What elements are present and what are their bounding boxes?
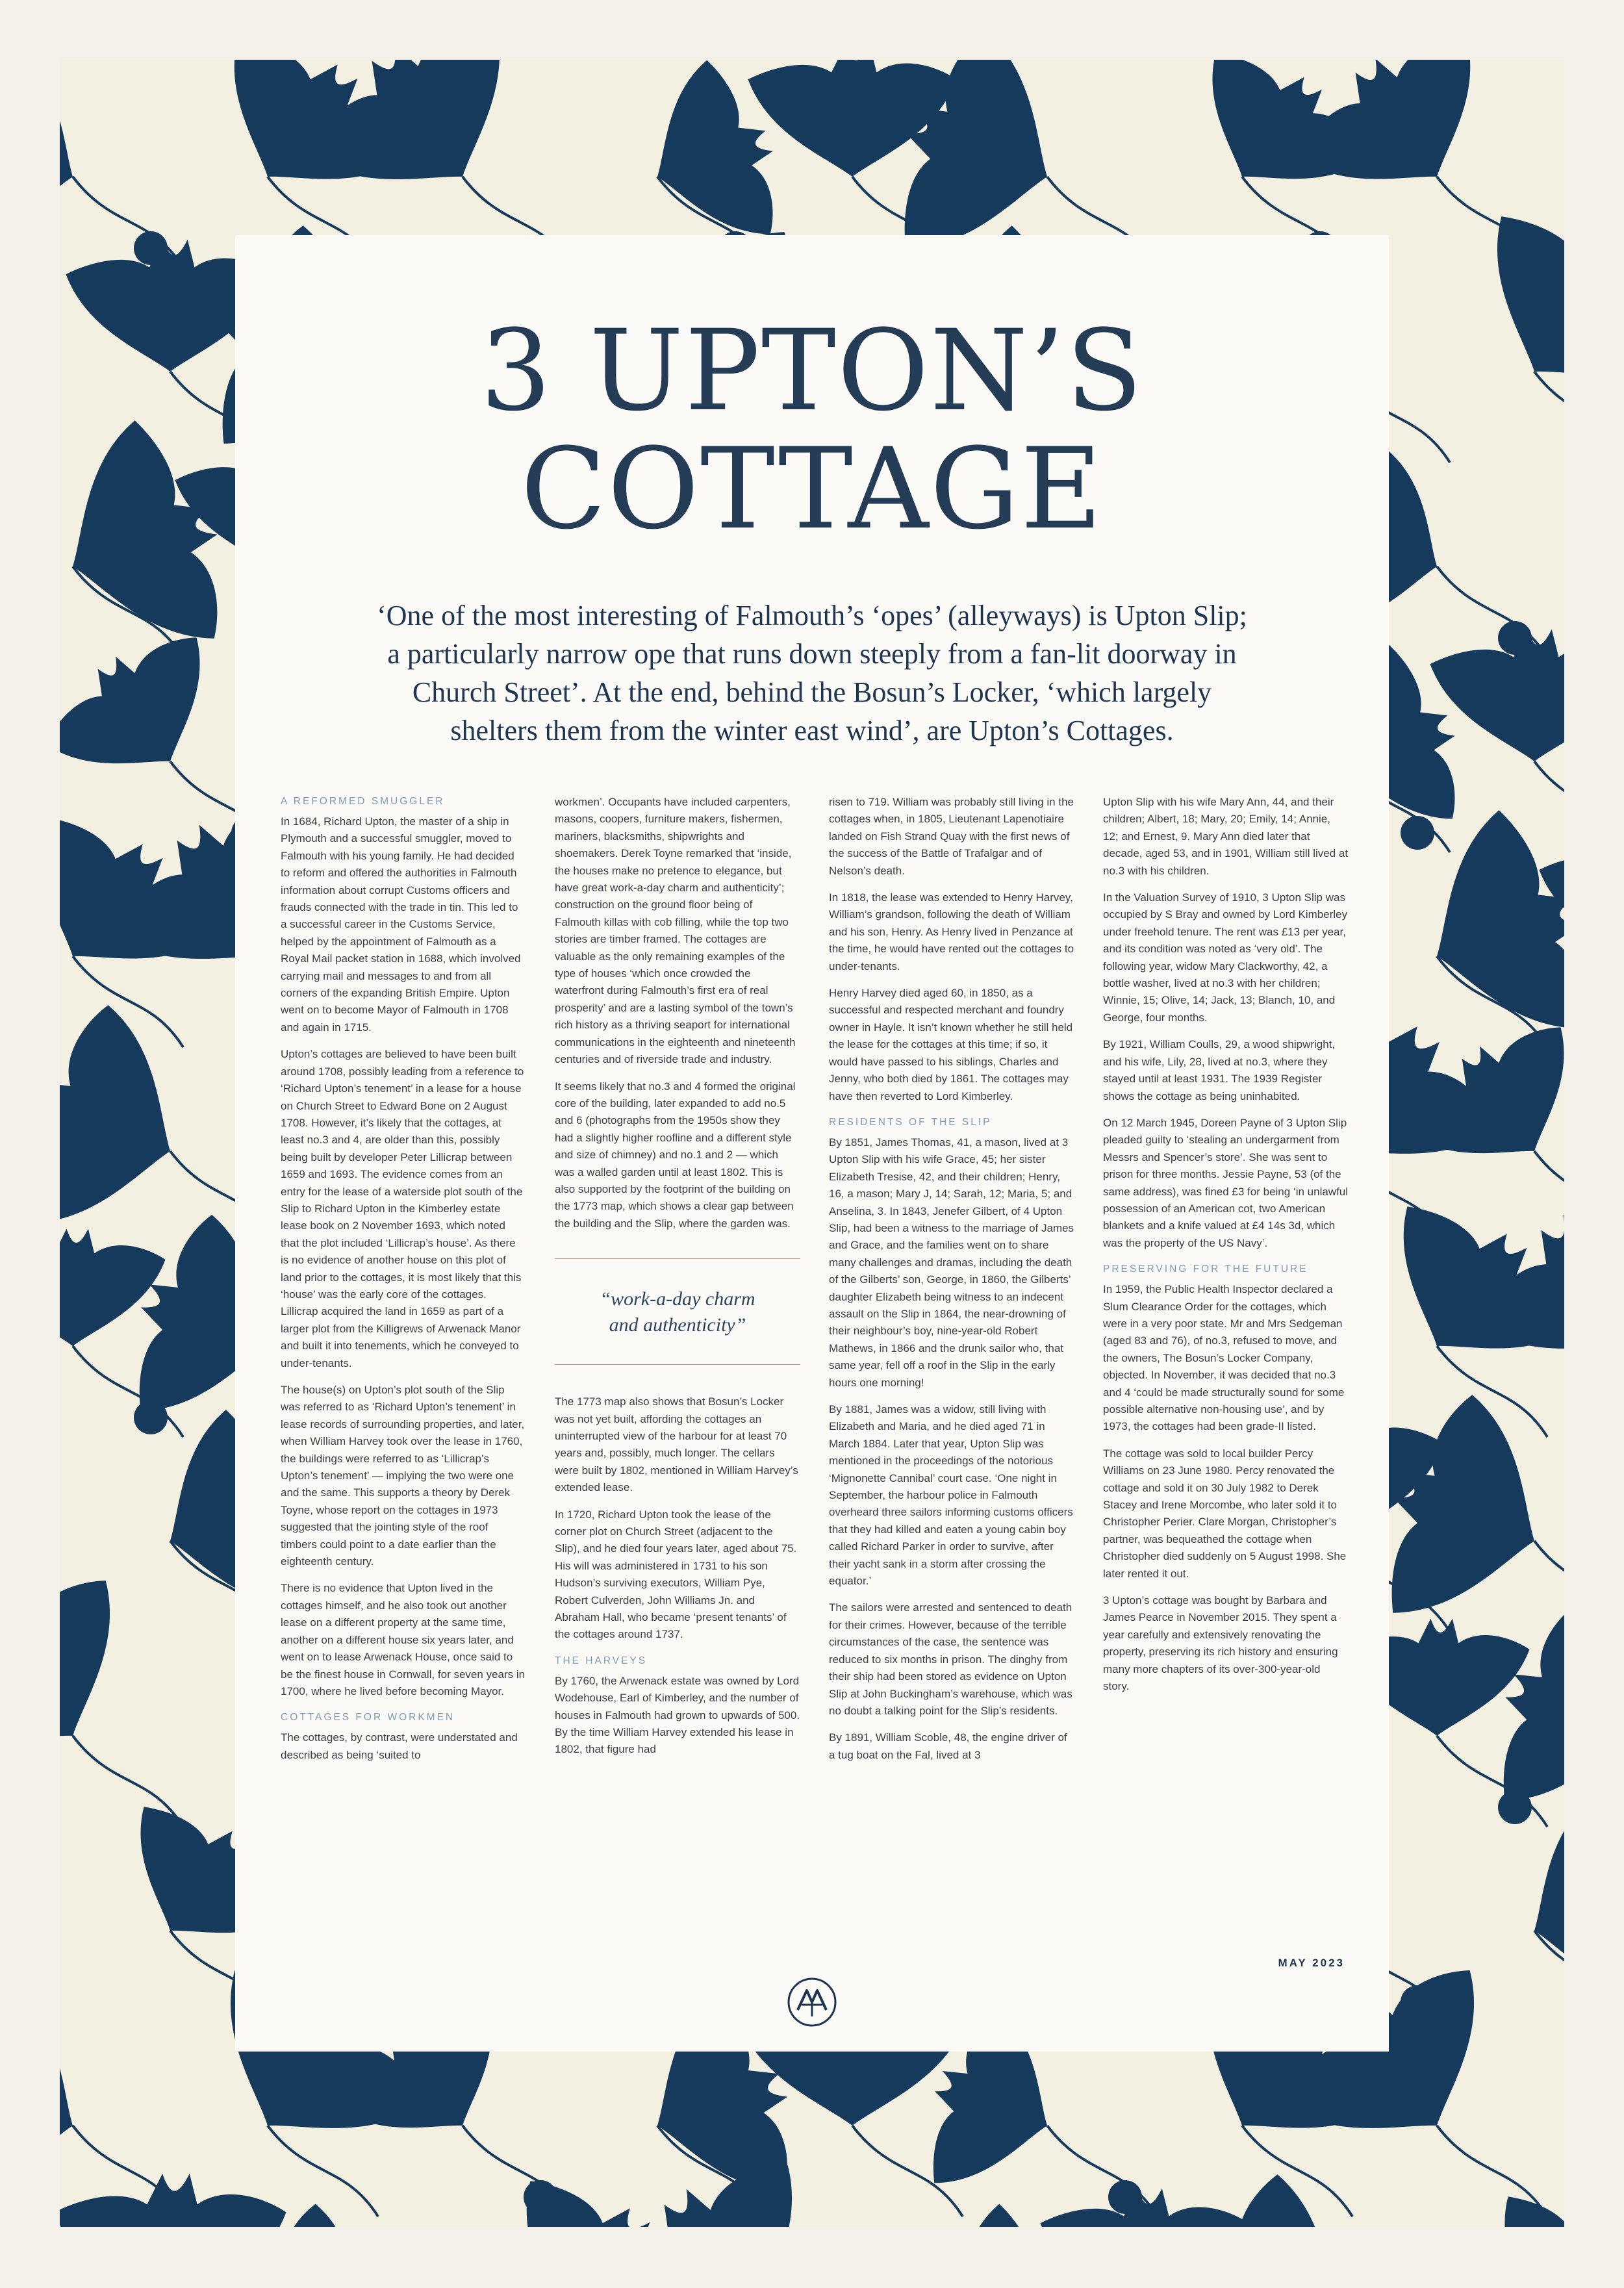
leaf-stem	[1534, 1151, 1564, 1242]
body-paragraph: The cottage was sold to local builder Percy Williams on 23 June 1980. Percy renovated the cottage and sold it on 30 July 1982 to Derek Stacey and Irene Morcombe, who later sold it to Christopher Perier. Clare Morgan, Christopher’s partner, was bequeathed the cottage when Christopher died suddenly on 5 August 1998. She later rented it out.	[1103, 1447, 1347, 1580]
pull-quote-line: and authenticity”	[609, 1314, 746, 1336]
text-column-2	[555, 794, 800, 1768]
circular-monogram-icon	[786, 1976, 838, 2028]
ginkgo-leaf	[1547, 398, 1564, 626]
ginkgo-leaf	[1472, 1593, 1564, 1834]
body-paragraph: The 1773 map also shows that Bosun’s Locker was not yet built, affording the cottages an uninterrupted view of the harbour for at least 70 years and, possibly, much longer. The cellars were built by 1802, mentioned in William Harvey’s extended lease.	[555, 1395, 798, 1494]
body-paragraph: By 1881, James was a widow, still living with Elizabeth and Maria, and he died aged 71 in March 1884. Later that year, Upton Slip was mentioned in the proceedings of the notorious ‘Mignonette Cannibal’ court case. ‘One night in September, the harbour police in Falmouth overheard three sailors informing customs officers that they had killed and eaten a young cabin boy called Richard Parker in order to survive, after their yacht sank in a storm after crossing the equator.’	[829, 1403, 1073, 1588]
leaf-stem	[1534, 761, 1564, 852]
body-paragraph: Upton’s cottages are believed to have been built around 1708, possibly leading from a reference to ‘Richard Upton’s tenement’ in a lease for a house on Church Street to Edward Bone on 2 August 1708. However, it’s likely that the cottages, at least no.3 and 4, are older than this, possibly being built by developer Peter Lillicrap between 1659 and 1693. The evidence comes from an entry for the lease of a waterside plot south of the Slip to Richard Upton in the Kimberley estate lease book on 2 November 1693, which noted that the plot included ‘Lillicrap’s house’. As there is no evidence of another house on this plot of land prior to the cottages, it is most likely that this ‘house’ was the early core of the cottages. Lillicrap acquired the land in 1659 as part of a larger plot from the Killigrews of Arwenack Manor and built it into tenements, which he conveyed to under-tenants.	[281, 1048, 524, 1369]
ginkgo-leaf	[60, 60, 105, 264]
section-heading: THE HARVEYS	[555, 1655, 648, 1666]
body-paragraph: On 12 March 1945, Doreen Payne of 3 Upton Slip pleaded guilty to ‘stealing an undergarment from Messrs and Spencer’s store’. She was sent to prison for three months. Jessie Payne, 53 (of the same address), was fined £3 for being ‘in unlawful possession of an American cot, two American blankets and a knife valued at £4 14s 3d, which was the property of the US Navy’.	[1103, 1116, 1349, 1249]
body-paragraph: In 1684, Richard Upton, the master of a ship in Plymouth and a successful smuggler, moved to Falmouth with his young family. He had decided to reform and offered the authorities in Falmouth information about corrupt Customs officers and frauds connected with the trade in tin. This led to a successful career in the Customs Service, helped by the appointment of Falmouth as a Royal Mail packet station in 1688, which involved carrying mail and messages to and from all corners of the expanding British Empire. Upton went on to become Mayor of Falmouth in 1708 and again in 1715.	[281, 815, 521, 1034]
berry-dot	[1401, 816, 1434, 850]
ginkgo-leaf	[1041, 2189, 1249, 2227]
ginkgo-leaf	[1276, 60, 1523, 236]
content-panel	[235, 235, 1389, 2052]
body-paragraph: The cottages, by contrast, were understated and described as being ‘suited to	[281, 1731, 518, 1761]
body-paragraph: By 1760, the Arwenack estate was owned by Lord Wodehouse, Earl of Kimberley, and the number of houses in Falmouth had grown to upwards of 500. By the time William Harvey extended his lease in 1802, that figure had	[555, 1674, 800, 1756]
page-title	[235, 305, 1389, 554]
title-line-2: COTTAGE	[520, 424, 1104, 554]
body-paragraph: 3 Upton’s cottage was bought by Barbara and James Pearce in November 2015. They spent a year carefully and extensively renovating the property, preserving its rich history and ensuring many more chapters of its over-300-year-old story.	[1103, 1594, 1338, 1693]
title-line-1: 3 UPTON’S	[480, 305, 1144, 436]
text-column-3	[829, 794, 1074, 1773]
body-paragraph: By 1851, James Thomas, 41, a mason, lived at 3 Upton Slip with his wife Grace, 45; her sister Elizabeth Tresise, 42, and their children; Henry, 16, a mason; Mary J, 14; Sarah, 12; Maria, 5; and Anselina, 3. In 1843, Jenefer Gilbert, of 4 Upton Slip, had been a witness to the marriage of James and Grace, and the families went on to share many challenges and dramas, including the death of the Gilberts’ son, George, in 1860, the Gilberts’ daughter Elizabeth being witness to an indecent assault on the Slip in 1864, the near-drowning of their neighbour’s boy, nine-year-old Robert Mathews, in 1866 and the drunk sailor who, that same year, fell off a roof in the Slip in the early hours one morning!	[829, 1136, 1074, 1389]
body-paragraph: By 1891, William Scoble, 48, the engine driver of a tug boat on the Fal, lived at 3	[829, 1731, 1067, 1761]
ginkgo-leaf	[60, 407, 251, 676]
body-paragraph: The house(s) on Upton’s plot south of the Slip was referred to as ‘Richard Upton’s tenement’ in lease records of surrounding properties, and later, when William Harvey took over the lease in 1760, the buildings were referred to as ‘Lillicrap’s Upton’s tenement’ — implying the two were one and the same. This supports a theory by Derek Toyne, whose report on the cottages in 1973 suggested that the jointing style of the roof timbers could point to a date earlier than the eighteenth century.	[281, 1384, 525, 1568]
body-paragraph: In 1959, the Public Health Inspector declared a Slum Clearance Order for the cottages, which were in a very poor state. Mr and Mrs Sedgeman (aged 83 and 76), of no.3, refused to move, and the owners, The Bosun’s Locker Company, objected. In November, it was decided that no.3 and 4 ‘could be made structurally sound for some possible alternative non-housing use’, and by 1973, the cottages had been grade-II listed.	[1103, 1283, 1345, 1433]
publication-date: MAY 2023	[1278, 1957, 1345, 1969]
body-paragraph: There is no evidence that Upton lived in the cottages himself, and he also took out another lease on a different property at the same time, another on a different house six years later, and went on to lease Arwenack House, once said to be the finest house in Cornwall, for seven years in 1700, where he lived before becoming Mayor.	[281, 1582, 526, 1697]
text-column-1	[281, 794, 526, 1773]
ginkgo-leaf	[60, 1549, 168, 1802]
body-paragraph: risen to 719. William was probably still living in the cottages when, in 1805, Lieutenant Lapenotiaire landed on Fish Strand Quay with the first news of the success of the Battle of Trafalgar and of Nelson’s death.	[829, 796, 1074, 877]
pull-quote-line: “work-a-day charm	[600, 1288, 755, 1310]
section-heading: A REFORMED SMUGGLER	[281, 796, 445, 807]
leaf-stem	[1534, 372, 1564, 463]
body-paragraph: It seems likely that no.3 and 4 formed the original core of the building, later expanded to add no.5 and 6 (photographs from the 1950s show they had a slightly higher roofline and a different style and size of chimney) and no.1 and 2 — which was a walled garden until at least 1802. This is also supported by the footprint of the building on the 1773 map, which shows a clear gap between the building and the Slip, where the garden was.	[555, 1080, 796, 1230]
ginkgo-leaf	[1499, 1788, 1564, 2029]
text-column-4	[1103, 794, 1349, 1705]
body-paragraph: In the Valuation Survey of 1910, 3 Upton Slip was occupied by S Bray and owned by Lord Kimberley under freehold tenure. The rent was £13 per year, and its condition was noted as ‘very old’. The following year, widow Mary Clackworthy, 42, a bottle washer, lived at no.3 with her children; Winnie, 15; Olive, 14; Jack, 13; Blanch, 10, and George, four months.	[1103, 891, 1348, 1024]
ginkgo-leaf	[60, 612, 246, 814]
intro-paragraph: ‘One of the most interesting of Falmouth’s ‘opes’ (alleyways) is Upton Slip; a particularly narrow ope that runs down steeply from a fan-lit doorway in Church Street’. At the end, behind the Bosun’s Locker, ‘which largely shelters them from the winter east wind’, are Upton’s Cottages.	[377, 600, 1247, 746]
body-paragraph: Upton Slip with his wife Mary Ann, 44, and their children; Albert, 18; Mary, 20; Emily, 14; Annie, 12; and Ernest, 9. Mary Ann died later that decade, aged 53, and in 1901, William still lived at no.3 with his children.	[1103, 796, 1349, 877]
section-heading: PRESERVING FOR THE FUTURE	[1103, 1264, 1308, 1275]
ginkgo-leaf	[60, 992, 210, 1260]
pull-quote	[555, 1258, 800, 1365]
ginkgo-leaf	[60, 2174, 286, 2227]
leaf-stem	[1534, 1541, 1564, 1632]
ginkgo-leaf	[1430, 629, 1565, 761]
body-paragraph: Henry Harvey died aged 60, in 1850, as a successful and respected merchant and foundry owner in Hayle. It isn’t known whether he still held the lease for the cottages at this time; if so, it would have passed to his siblings, Charles and Jenny, who both died by 1861. The cottages may have then reverted to Lord Kimberley.	[829, 987, 1073, 1102]
section-heading: COTTAGES FOR WORKMEN	[281, 1712, 455, 1723]
ginkgo-leaf	[60, 1229, 165, 1347]
body-paragraph: workmen’. Occupants have included carpenters, masons, coopers, furniture makers, fishermen, mariners, blacksmiths, shipwrights and shoemakers. Derek Toyne remarked that ‘inside, the houses make no pretence to elegance, but have great work-a-day charm and authenticity’; construction on the ground floor being of Falmouth killas with cob filling, while the top two stories are timber framed. The cottages are valuable as the only remaining examples of the type of houses ‘which once crowded the waterfront during Falmouth’s first era of real prosperity’ and are a lasting symbol of the town’s rich history as a thriving seaport for international communications in the eighteenth and nineteenth centuries and of riverside trade and industry.	[555, 796, 796, 1066]
leaf-stem	[268, 2126, 378, 2217]
body-paragraph: In 1818, the lease was extended to Henry Harvey, William’s grandson, following the death of William and his son, Henry. As Henry lived in Penzance at the time, he would have rented out the cottages to under-tenants.	[829, 891, 1074, 972]
section-heading: RESIDENTS OF THE SLIP	[829, 1116, 992, 1128]
body-paragraph: In 1720, Richard Upton took the lease of the corner plot on Church Street (adjacent to the Slip), and he died four years later, aged about 75. His will was administered in 1731 to his son Hudson’s surviving executors, William Pye, Robert Culverden, John Williams Jn. and Abraham Hall, who became ‘present tenants’ of the cottages around 1737.	[555, 1508, 797, 1641]
body-paragraph: By 1921, William Coulls, 29, a wood shipwright, and his wife, Lily, 28, lived at no.3, where they stayed until at least 1931. The 1939 Register shows the cottage as being uninhabited.	[1103, 1038, 1336, 1102]
ginkgo-leaf	[1440, 184, 1564, 438]
ginkgo-leaf	[60, 1983, 108, 2224]
body-paragraph: The sailors were arrested and sentenced to death for their crimes. However, because of the terrible circumstances of the case, the sentence was reduced to six months in prison. The dinghy from their ship had been stored as evidence on Upton Slip at John Buckingham’s warehouse, which was no doubt a talking point for the Slip’s residents.	[829, 1601, 1072, 1717]
